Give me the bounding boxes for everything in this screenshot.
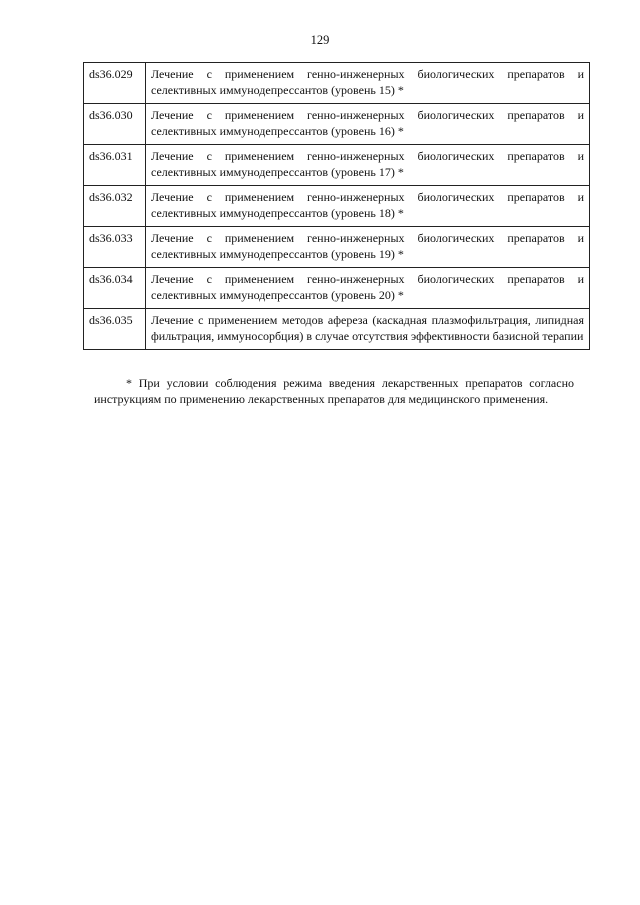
row-code: ds36.032 [84,186,146,227]
page-number: 129 [310,33,330,47]
tariff-table [83,62,590,350]
row-code: ds36.034 [84,268,146,309]
row-description: Лечение с применением методов афереза (каскадная плазмофильтрация, липидная фильтрация, иммуносорбция) в случае отсутствия эффективности базисной терапии [146,309,590,350]
row-description: Лечение с применением генно-инженерных биологических препаратов и селективных иммунодепрессантов (уровень 20) * [146,268,590,309]
row-description: Лечение с применением генно-инженерных биологических препаратов и селективных иммунодепрессантов (уровень 16) * [146,104,590,145]
footnote: * При условии соблюдения режима введения лекарственных препаратов согласно инструкциям по применению лекарственных препаратов для медицинского применения. [94,376,574,406]
table-row [84,63,590,104]
row-description: Лечение с применением генно-инженерных биологических препаратов и селективных иммунодепрессантов (уровень 18) * [146,186,590,227]
table-row [84,268,590,309]
table-row [84,145,590,186]
row-code: ds36.031 [84,145,146,186]
row-code: ds36.029 [84,63,146,104]
table-row [84,186,590,227]
table-row [84,104,590,145]
row-code: ds36.035 [84,309,146,350]
row-description: Лечение с применением генно-инженерных биологических препаратов и селективных иммунодепрессантов (уровень 15) * [146,63,590,104]
row-code: ds36.033 [84,227,146,268]
row-description: Лечение с применением генно-инженерных биологических препаратов и селективных иммунодепрессантов (уровень 17) * [146,145,590,186]
table-row [84,309,590,350]
row-description: Лечение с применением генно-инженерных биологических препаратов и селективных иммунодепрессантов (уровень 19) * [146,227,590,268]
row-code: ds36.030 [84,104,146,145]
table-row [84,227,590,268]
